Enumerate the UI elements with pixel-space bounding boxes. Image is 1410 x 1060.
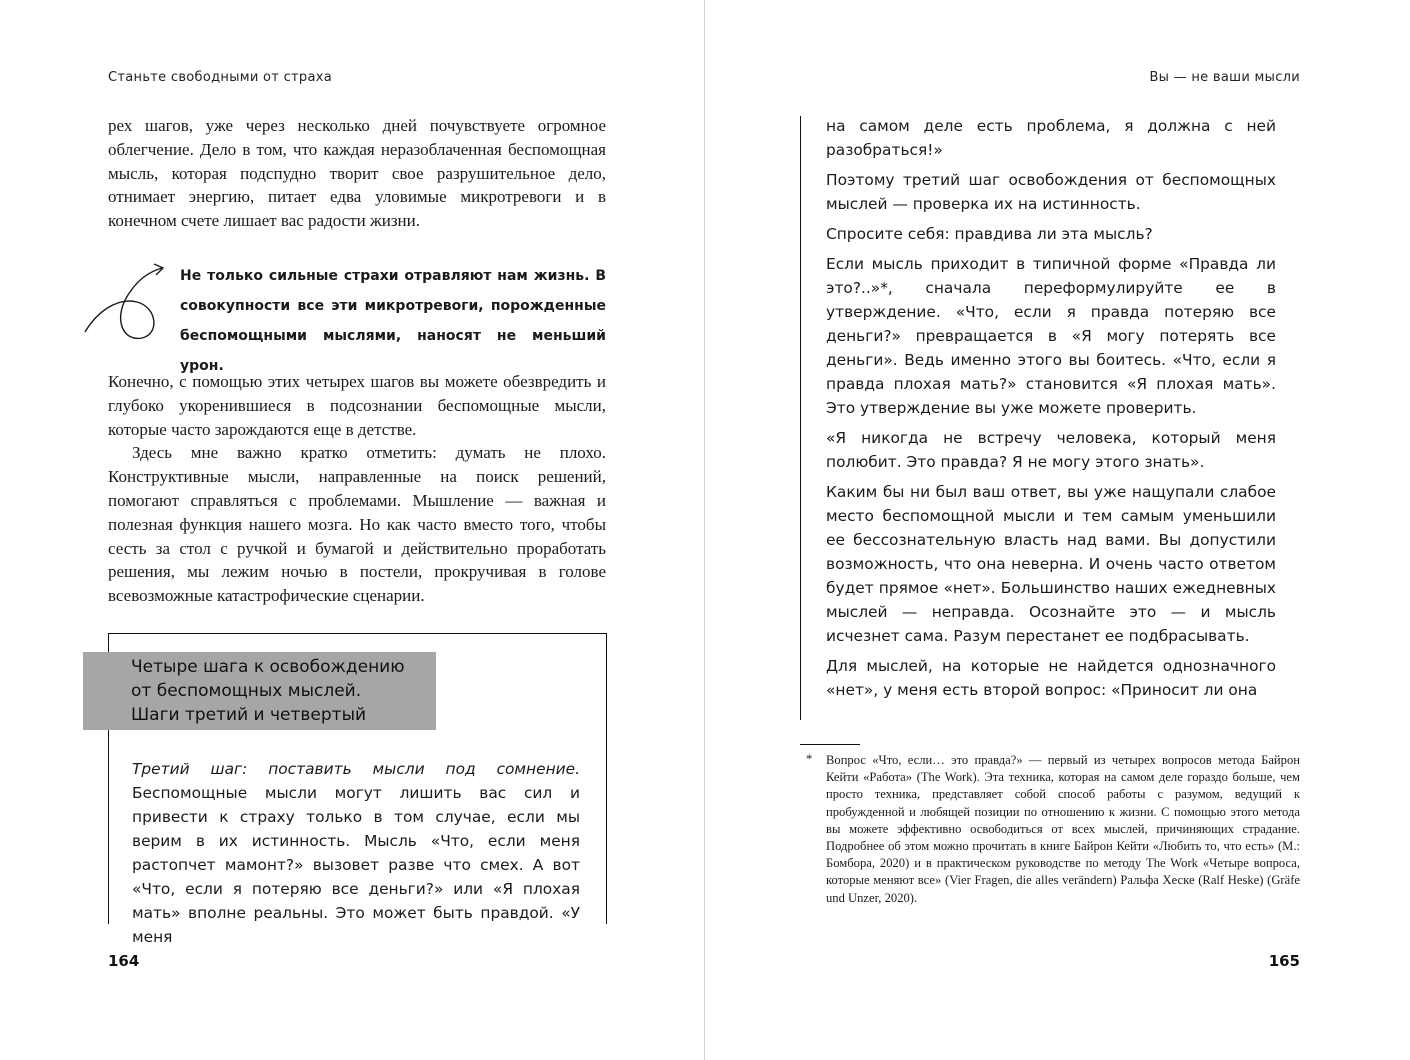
paragraph: Поэтому третий шаг освобождения от беспомощных мыслей — проверка их на истинность. — [826, 171, 1276, 213]
gutter — [704, 0, 705, 1060]
paragraph: Для мыслей, на которые не найдется однозначного «нет», у меня есть второй вопрос: «Приносит ли она — [826, 657, 1276, 699]
paragraph: Конечно, с помощью этих четырех шагов вы можете обезвредить и глубоко укоренившиеся в подсознании беспомощные мысли, которые часто зарождаются еще в детстве. — [108, 372, 606, 439]
sidebar-lead: Третий шаг: поставить мысли под сомнение. — [132, 760, 580, 778]
paragraph: рех шагов, уже через несколько дней почувствуете огромное облегчение. Дело в том, что каждая неразоблаченная беспомощная мысль, которая подспудно творит свое разрушительное дело, отнимает энергию, питает едва уловимые микротревоги и в конечном счете лишает вас радости жизни. — [108, 116, 606, 231]
paragraph: «Я никогда не встречу человека, который меня полюбит. Это правда? Я не могу этого знать». — [826, 429, 1276, 471]
footnote-rule — [800, 744, 860, 745]
sidebar-heading-line: Четыре шага к освобождению — [131, 657, 405, 677]
sidebar-heading-line: от беспомощных мыслей. — [131, 681, 362, 701]
footnote — [826, 752, 1300, 907]
paragraph: Спросите себя: правдива ли эта мысль? — [826, 225, 1153, 243]
sidebar-text: Беспомощные мысли могут лишить вас сил и привести к страху только в том случае, если мы верим в их истинность. Мысль «Что, если меня растопчет мамонт?» вызовет разве что смех. А вот «Что, если я потеряю все деньги?» или «Я плохая мать» вполне реальны. Это может быть правдой. «У меня — [132, 784, 580, 946]
footnote-mark: * — [806, 752, 813, 766]
left-running-head: Станьте свободными от страха — [108, 70, 333, 85]
sidebar-heading — [83, 652, 436, 730]
pull-quote — [180, 261, 606, 381]
left-body-bottom — [108, 370, 606, 608]
sidebar-rule — [800, 116, 801, 720]
footnote-text: Вопрос «Что, если… это правда?» — первый из четырех вопросов метода Байрон Кейти «Работа» (The Work). Эта техника, которая на самом деле гораздо больше, чем просто техника, представляет собой способ работы с разумом, ведущий к пробужденной и любящей позиции по отношению к жизни. С помощью этого метода вы можете эффективно освободиться от всех мыслей, причиняющих страдание. Подробнее об этом можно прочитать в книге Байрон Кейти «Любить то, что есть» (М.: Бомбора, 2020) и в практическом руководстве по методу The Work «Четыре вопроса, которые меняют все» (Vier Fragen, die alles verändern) Ральфа Хеске (Ralf Heske) (Gräfe und Unzer, 2020). — [826, 753, 1300, 905]
sidebar-heading-line: Шаги третий и четвертый — [131, 705, 367, 725]
paragraph: Здесь мне важно кратко отметить: думать не плохо. Конструктивные мысли, направленные на поиск решений, помогают справляться с проблемами. Мышление — важная и полезная функция нашего мозга. Но как часто вместо того, чтобы сесть за стол с ручкой и бумагой и действительно проработать решения, мы лежим ночью в постели, прокручивая в голове всевозможные катастрофические сценарии. — [108, 443, 606, 606]
pull-quote-text: Не только сильные страхи отравляют нам жизнь. В совокупности все эти микротревоги, порожденные беспомощными мыслями, наносят не меньший урон. — [180, 268, 606, 374]
paragraph: Если мысль приходит в типичной форме «Правда ли это?..»*, сначала переформулируйте ее в утверждение. «Что, если я правда потеряю все деньги?» превращается в «Я могу потерять все деньги». Ведь именно этого вы боитесь. «Что, если я правда плохая мать?» становится «Я плохая мать». Это утверждение вы уже можете проверить. — [826, 255, 1276, 417]
swirl-arrow-icon — [82, 262, 172, 342]
paragraph: Каким бы ни был ваш ответ, вы уже нащупали слабое место беспомощной мысли и тем самым уменьшили ее бессознательную власть над вами. Вы допустили возможность, что она неверна. И очень часто ответом будет прямое «нет». Большинство наших ежедневных мыслей — неправда. Осознайте это — и мысль исчезнет сама. Разум перестанет ее подбрасывать. — [826, 483, 1276, 645]
right-running-head: Вы — не ваши мысли — [1149, 70, 1300, 85]
sidebar-body — [132, 757, 580, 949]
right-body — [826, 114, 1276, 708]
paragraph: на самом деле есть проблема, я должна с ней разобраться!» — [826, 117, 1276, 159]
left-page-number: 164 — [108, 952, 140, 970]
left-body-top — [108, 114, 606, 233]
right-page-number: 165 — [1268, 952, 1300, 970]
